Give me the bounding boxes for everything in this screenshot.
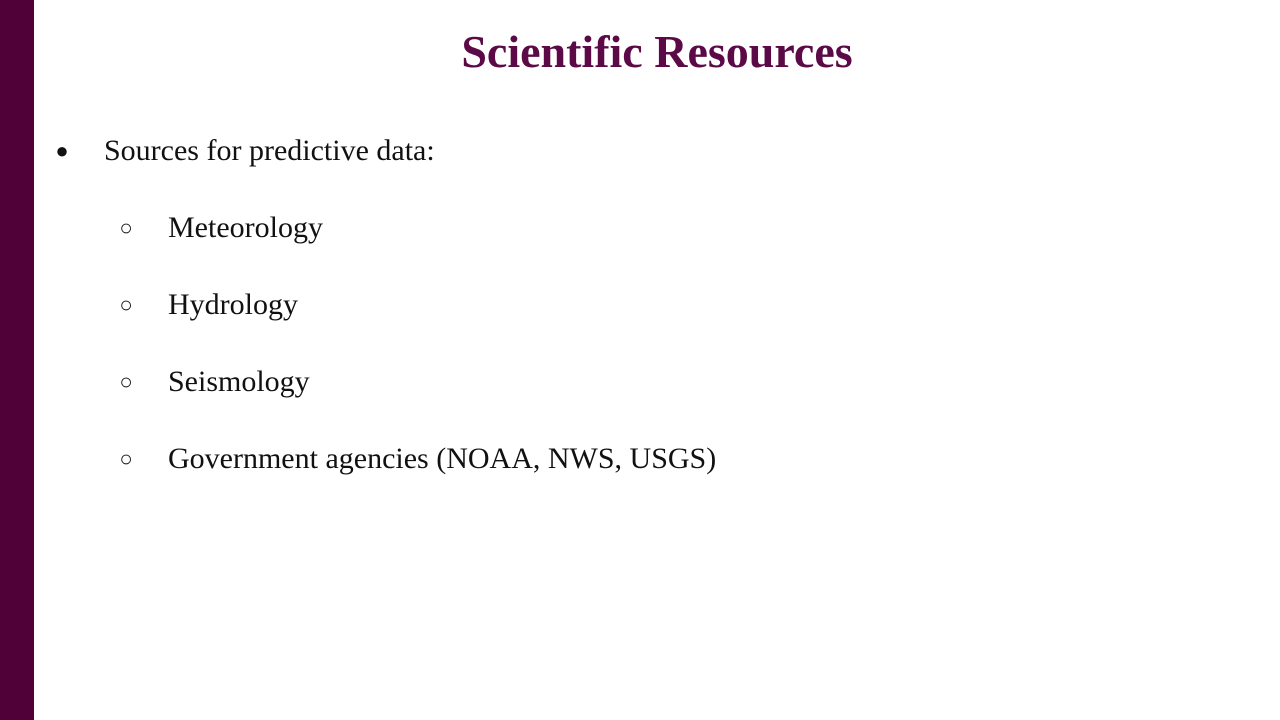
sub-bullet-text: Government agencies (NOAA, NWS, USGS) xyxy=(168,442,717,475)
hollow-bullet-icon: ○ xyxy=(119,446,133,471)
sub-bullet-hydrology xyxy=(116,287,298,323)
main-bullet xyxy=(52,133,435,169)
sub-bullet-seismology xyxy=(116,364,310,400)
slide-title: Scientific Resources xyxy=(461,26,853,77)
sub-bullet-text: Seismology xyxy=(168,365,310,398)
sub-bullet-meteorology xyxy=(116,210,323,246)
hollow-bullet-icon: ○ xyxy=(119,292,133,317)
left-accent-bar xyxy=(0,0,34,720)
hollow-bullet-icon: ○ xyxy=(119,369,133,394)
sub-bullet-text: Hydrology xyxy=(168,288,298,321)
hollow-bullet-icon: ○ xyxy=(119,215,133,240)
main-bullet-text: Sources for predictive data: xyxy=(104,134,435,167)
sub-bullet-text: Meteorology xyxy=(168,211,323,244)
sub-bullet-government-agencies xyxy=(116,441,716,477)
filled-bullet-icon: ● xyxy=(55,138,69,163)
